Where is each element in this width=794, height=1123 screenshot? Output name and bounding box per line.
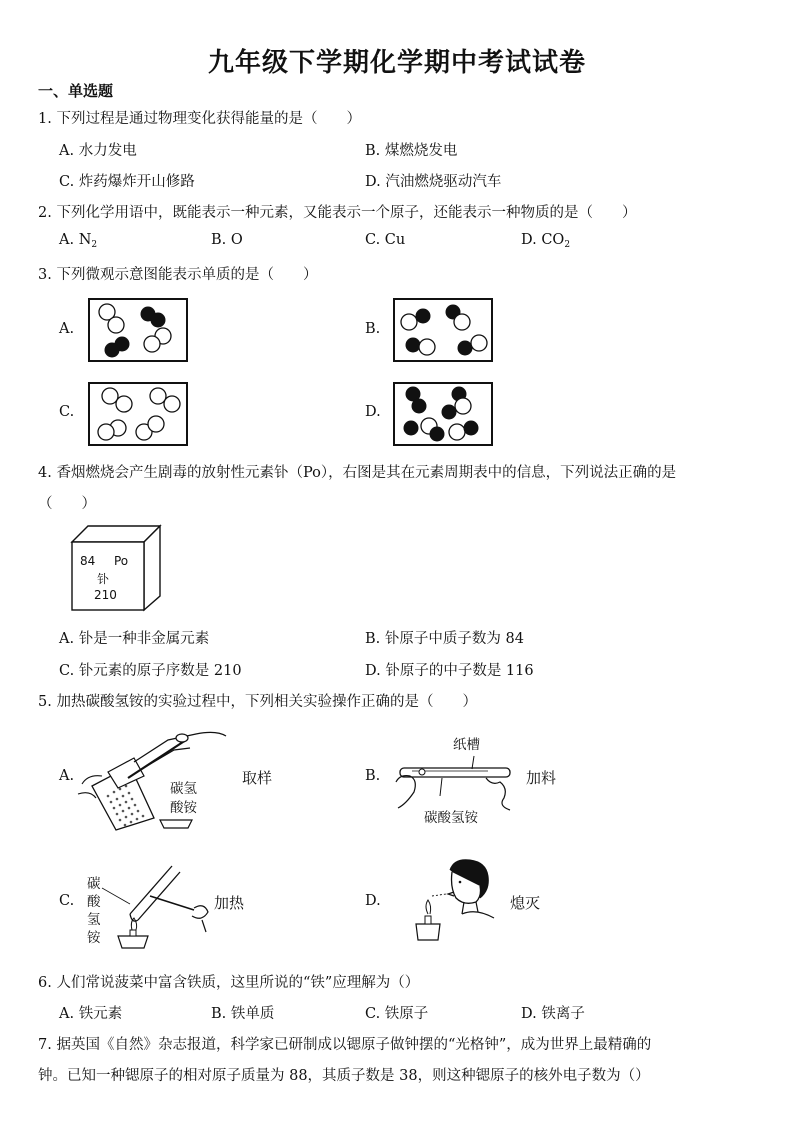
q5-c-action: 加热 [214, 894, 245, 912]
q5-image-a-sampling [78, 726, 233, 831]
q1-option-b[interactable]: B. 煤燃烧发电 [365, 143, 458, 159]
q2-option-a-text: A. N [59, 232, 92, 248]
q6-stem: 6. 人们常说菠菜中富含铁质，这里所说的“铁”应理解为（） [38, 975, 420, 991]
q3-diagram-b [393, 298, 493, 362]
q7-stem-line1: 7. 据英国《自然》杂志报道，科学家已研制成以锶原子做钟摆的“光格钟”，成为世界上最精确的 [38, 1037, 652, 1053]
q4-stem: 4. 香烟燃烧会产生剧毒的放射性元素钋（Po），右图是其在元素周期表中的信息，下列说法正确的是 [38, 465, 677, 481]
q2-option-d[interactable] [521, 232, 570, 250]
q3-option-b[interactable]: B. [365, 321, 381, 337]
q3-diagram-a [88, 298, 188, 362]
q5-option-b[interactable]: B. [365, 768, 381, 784]
q5-image-c-heating [102, 858, 212, 950]
q6-option-b[interactable]: B. 铁单质 [211, 1006, 275, 1022]
q1-option-a[interactable]: A. 水力发电 [59, 143, 137, 159]
q5-d-action: 熄灭 [510, 894, 541, 912]
q4-stem-paren: （ ） [38, 496, 96, 512]
element-symbol: Po [114, 554, 129, 568]
q4-option-d[interactable]: D. 钋原子的中子数是 116 [365, 663, 534, 679]
page-title: 九年级下学期化学期中考试试卷 [207, 48, 586, 78]
q2-option-d-text: D. CO [521, 232, 565, 248]
q2-option-a[interactable] [59, 232, 97, 250]
q5-b-action: 加料 [526, 769, 557, 787]
element-mass: 210 [94, 588, 117, 602]
q5-option-a[interactable]: A. [59, 768, 75, 784]
q5-c-label-1: 碳 [87, 876, 101, 892]
q3-diagram-c [88, 382, 188, 446]
q5-a-label-line1: 碳氢 [170, 781, 197, 797]
q2-option-c[interactable]: C. Cu [365, 232, 406, 248]
q3-diagram-d [393, 382, 493, 446]
q5-image-b-adding [392, 752, 518, 812]
q4-option-b[interactable]: B. 钋原子中质子数为 84 [365, 631, 524, 647]
q5-a-action: 取样 [242, 769, 273, 787]
q3-stem: 3. 下列微观示意图能表示单质的是（ ） [38, 267, 318, 283]
q6-option-d[interactable]: D. 铁离子 [521, 1006, 585, 1022]
q3-option-a[interactable]: A. [59, 321, 75, 337]
q4-option-a[interactable]: A. 钋是一种非金属元素 [59, 631, 210, 647]
q1-option-c[interactable]: C. 炸药爆炸开山修路 [59, 174, 195, 190]
q5-b-label-top: 纸槽 [453, 737, 480, 753]
q1-option-d[interactable]: D. 汽油燃烧驱动汽车 [365, 174, 502, 190]
q2-option-d-subscript: 2 [564, 240, 571, 250]
q7-stem-line2: 钟。已知一种锶原子的相对原子质量为 88，其质子数是 38，则这种锶原子的核外电子数为（） [38, 1068, 650, 1084]
q5-c-label-4: 铵 [87, 930, 101, 946]
q6-option-c[interactable]: C. 铁原子 [365, 1006, 429, 1022]
q4-option-c[interactable]: C. 钋元素的原子序数是 210 [59, 663, 242, 679]
element-cell [70, 524, 162, 612]
q5-b-label-bottom: 碳酸氢铵 [424, 810, 478, 826]
q3-option-c[interactable]: C. [59, 404, 75, 420]
element-name: 钋 [97, 572, 110, 586]
q5-option-d[interactable]: D. [365, 893, 381, 909]
q5-c-label-2: 酸 [87, 894, 101, 910]
q5-c-label-3: 氢 [87, 912, 101, 928]
q2-stem: 2. 下列化学用语中，既能表示一种元素，又能表示一个原子，还能表示一种物质的是（ ） [38, 205, 637, 221]
q5-option-c[interactable]: C. [59, 893, 75, 909]
element-number: 84 [80, 554, 96, 568]
q5-image-d-extinguish [410, 856, 500, 946]
q6-option-a[interactable]: A. 铁元素 [59, 1006, 123, 1022]
q2-option-b[interactable]: B. O [211, 232, 243, 248]
section-heading: 一、单选题 [38, 82, 114, 100]
q1-stem: 1. 下列过程是通过物理变化获得能量的是（ ） [38, 111, 361, 127]
q2-option-a-subscript: 2 [91, 240, 98, 250]
q5-a-label-line2: 酸铵 [170, 800, 197, 816]
q3-option-d[interactable]: D. [365, 404, 381, 420]
q5-stem: 5. 加热碳酸氢铵的实验过程中，下列相关实验操作正确的是（ ） [38, 694, 477, 710]
